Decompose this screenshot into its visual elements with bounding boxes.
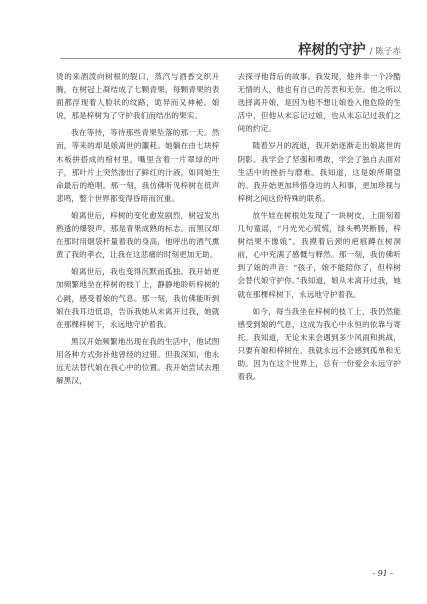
paragraph: 我在等待，等待那些青果坠落的那一天。然而，等来的却是娘离世的噩耗。她躺在由七块梓木板拼搭成的棺材里，嘴里含着一片翠绿的叶子，那叶片上突然渗出了鲜红的汁液，如同她生命最后的绝唱。那一刻，我仿佛听见梓树在低声悲鸣，整个世界都变得昏暗而沉重。 — [56, 128, 220, 203]
left-column — [56, 70, 220, 560]
header-rule — [60, 58, 401, 59]
paragraph: 如今，每当我坐在梓树的枝丫上，我仍然能感受到娘的气息，这成为我心中永恒的依靠与寄托。我知道，无论未来会遇到多少风雨和挑战，只要有娘和梓树在，我就永远不会感到孤单和无助。因为在这个世界上，总有一份爱会永远守护着我。 — [237, 306, 401, 382]
body-columns — [56, 70, 401, 560]
paragraph: 娘离世后，我也变得沉默而孤独。我开始更加频繁地坐在梓树的枝丫上，静静地聆听梓树的心跳，感受着娘的气息。那一刻，我仿佛能听到娘在我耳边低语，告诉我她从未离开过我，她就在那棵梓树下，永远地守护着我。 — [56, 267, 220, 329]
paragraph: 娘离世后，梓树的变化愈发剧烈，树冠发出熟透的爆裂声，那是青果成熟的标志。而黑汉却在那时用烟袋杆量着我的身高，他呼出的酒气熏黄了我的孝衣，让我在这悲痛的时刻更加无助。 — [56, 210, 220, 260]
page-number: - 91 - — [372, 569, 393, 578]
running-header — [298, 38, 401, 58]
paragraph: 去探寻他背后的故事。我发现，他并非一个冷酷无情的人，他也有自己的苦衷和无奈。他之所以选择离开娘，是因为他不想让娘卷入他危险的生活中，但他从未忘记过娘，也从未忘记过我们之间的约定。 — [237, 72, 401, 134]
paragraph: 随着岁月的流逝，我开始逐渐走出娘离世的阴影。我学会了坚强和勇敢，学会了独自去面对生活中的挫折与磨难。我知道，这是娘所期望的。我开始更加珍惜身边的人和事，更加珍视与梓树之间这份特殊的联系。 — [237, 141, 401, 203]
author-name: / 陈子赤 — [369, 47, 401, 57]
paragraph: 烫的来酒泼向树根的裂口，蒸汽与酒香交织升腾，在树冠上凝结成了七颗青果，每颗青果的表面都浮现着人脸状的纹路，诡异而又神秘。娘说，那是梓树为了守护我们而结出的果实。 — [56, 72, 220, 121]
paragraph: 黑汉开始频繁地出现在我的生活中，他试图用各种方式弥补他曾经的过错。但我深知，他永远无法替代娘在我心中的位置。我开始尝试去理解黑汉， — [56, 336, 220, 386]
right-column — [238, 70, 402, 560]
paragraph: 放牛娃在树根处发现了一块树皮，上面刻着几句童谣，“月光光心慌慌，绿头鸭哭断肠，梓树结果不像娘”。我摸着后颈的疤痕蹲在树洞前，心中充满了感慨与释然。那一刻，我仿佛听到了娘的声音：“孩子，娘不能陪你了，但梓树会替代娘守护你。”我知道，娘从未离开过我，她就在那棵梓树下，永远地守护着我。 — [237, 210, 401, 299]
article-title: 梓树的守护 — [298, 42, 366, 58]
